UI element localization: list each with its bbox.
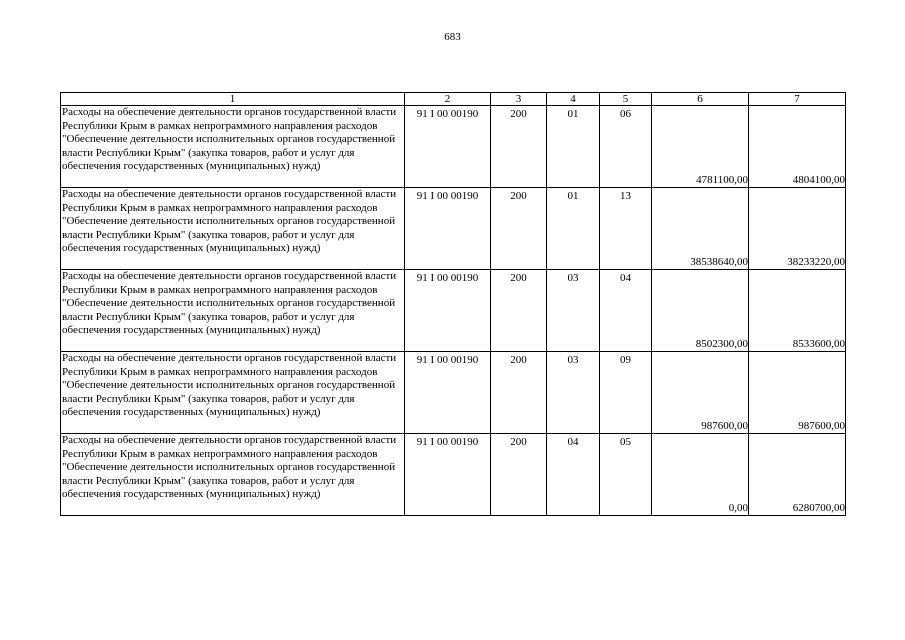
target-article-code: 91 І 00 00190 [405, 270, 491, 352]
column-header: 7 [749, 93, 846, 106]
section-code: 01 [547, 106, 600, 188]
subsection-code: 13 [600, 188, 652, 270]
table-row [61, 434, 846, 516]
table-row [61, 188, 846, 270]
expense-type-code: 200 [491, 352, 547, 434]
column-header: 4 [547, 93, 600, 106]
target-article-code: 91 І 00 00190 [405, 188, 491, 270]
expense-type-code: 200 [491, 270, 547, 352]
expense-description: Расходы на обеспечение деятельности органов государственной власти Республики Крым в рамках непрограммного направления расходов "Обеспечение деятельности исполнительных органов государственной власти Республики Крым" (закупка товаров, работ и услуг для обеспечения государственных (муниципальных) нужд) [61, 352, 405, 434]
target-article-code: 91 І 00 00190 [405, 434, 491, 516]
table-row [61, 352, 846, 434]
table-row [61, 270, 846, 352]
target-article-code: 91 І 00 00190 [405, 352, 491, 434]
expense-type-code: 200 [491, 188, 547, 270]
expense-type-code: 200 [491, 106, 547, 188]
budget-table [60, 92, 846, 516]
amount-column-6: 0,00 [652, 434, 749, 516]
subsection-code: 05 [600, 434, 652, 516]
column-header: 6 [652, 93, 749, 106]
column-header: 1 [61, 93, 405, 106]
subsection-code: 06 [600, 106, 652, 188]
amount-column-6: 8502300,00 [652, 270, 749, 352]
amount-column-7: 8533600,00 [749, 270, 846, 352]
amount-column-6: 987600,00 [652, 352, 749, 434]
target-article-code: 91 І 00 00190 [405, 106, 491, 188]
table-header-row [61, 93, 846, 106]
section-code: 03 [547, 270, 600, 352]
section-code: 03 [547, 352, 600, 434]
expense-type-code: 200 [491, 434, 547, 516]
table-row [61, 106, 846, 188]
amount-column-6: 38538640,00 [652, 188, 749, 270]
section-code: 01 [547, 188, 600, 270]
expense-description: Расходы на обеспечение деятельности органов государственной власти Республики Крым в рамках непрограммного направления расходов "Обеспечение деятельности исполнительных органов государственной власти Республики Крым" (закупка товаров, работ и услуг для обеспечения государственных (муниципальных) нужд) [61, 270, 405, 352]
expense-description: Расходы на обеспечение деятельности органов государственной власти Республики Крым в рамках непрограммного направления расходов "Обеспечение деятельности исполнительных органов государственной власти Республики Крым" (закупка товаров, работ и услуг для обеспечения государственных (муниципальных) нужд) [61, 434, 405, 516]
expense-description: Расходы на обеспечение деятельности органов государственной власти Республики Крым в рамках непрограммного направления расходов "Обеспечение деятельности исполнительных органов государственной власти Республики Крым" (закупка товаров, работ и услуг для обеспечения государственных (муниципальных) нужд) [61, 106, 405, 188]
expense-description: Расходы на обеспечение деятельности органов государственной власти Республики Крым в рамках непрограммного направления расходов "Обеспечение деятельности исполнительных органов государственной власти Республики Крым" (закупка товаров, работ и услуг для обеспечения государственных (муниципальных) нужд) [61, 188, 405, 270]
column-header: 2 [405, 93, 491, 106]
amount-column-7: 6280700,00 [749, 434, 846, 516]
amount-column-7: 987600,00 [749, 352, 846, 434]
column-header: 5 [600, 93, 652, 106]
amount-column-7: 38233220,00 [749, 188, 846, 270]
amount-column-7: 4804100,00 [749, 106, 846, 188]
page-number: 683 [444, 31, 461, 43]
column-header: 3 [491, 93, 547, 106]
subsection-code: 04 [600, 270, 652, 352]
amount-column-6: 4781100,00 [652, 106, 749, 188]
subsection-code: 09 [600, 352, 652, 434]
section-code: 04 [547, 434, 600, 516]
